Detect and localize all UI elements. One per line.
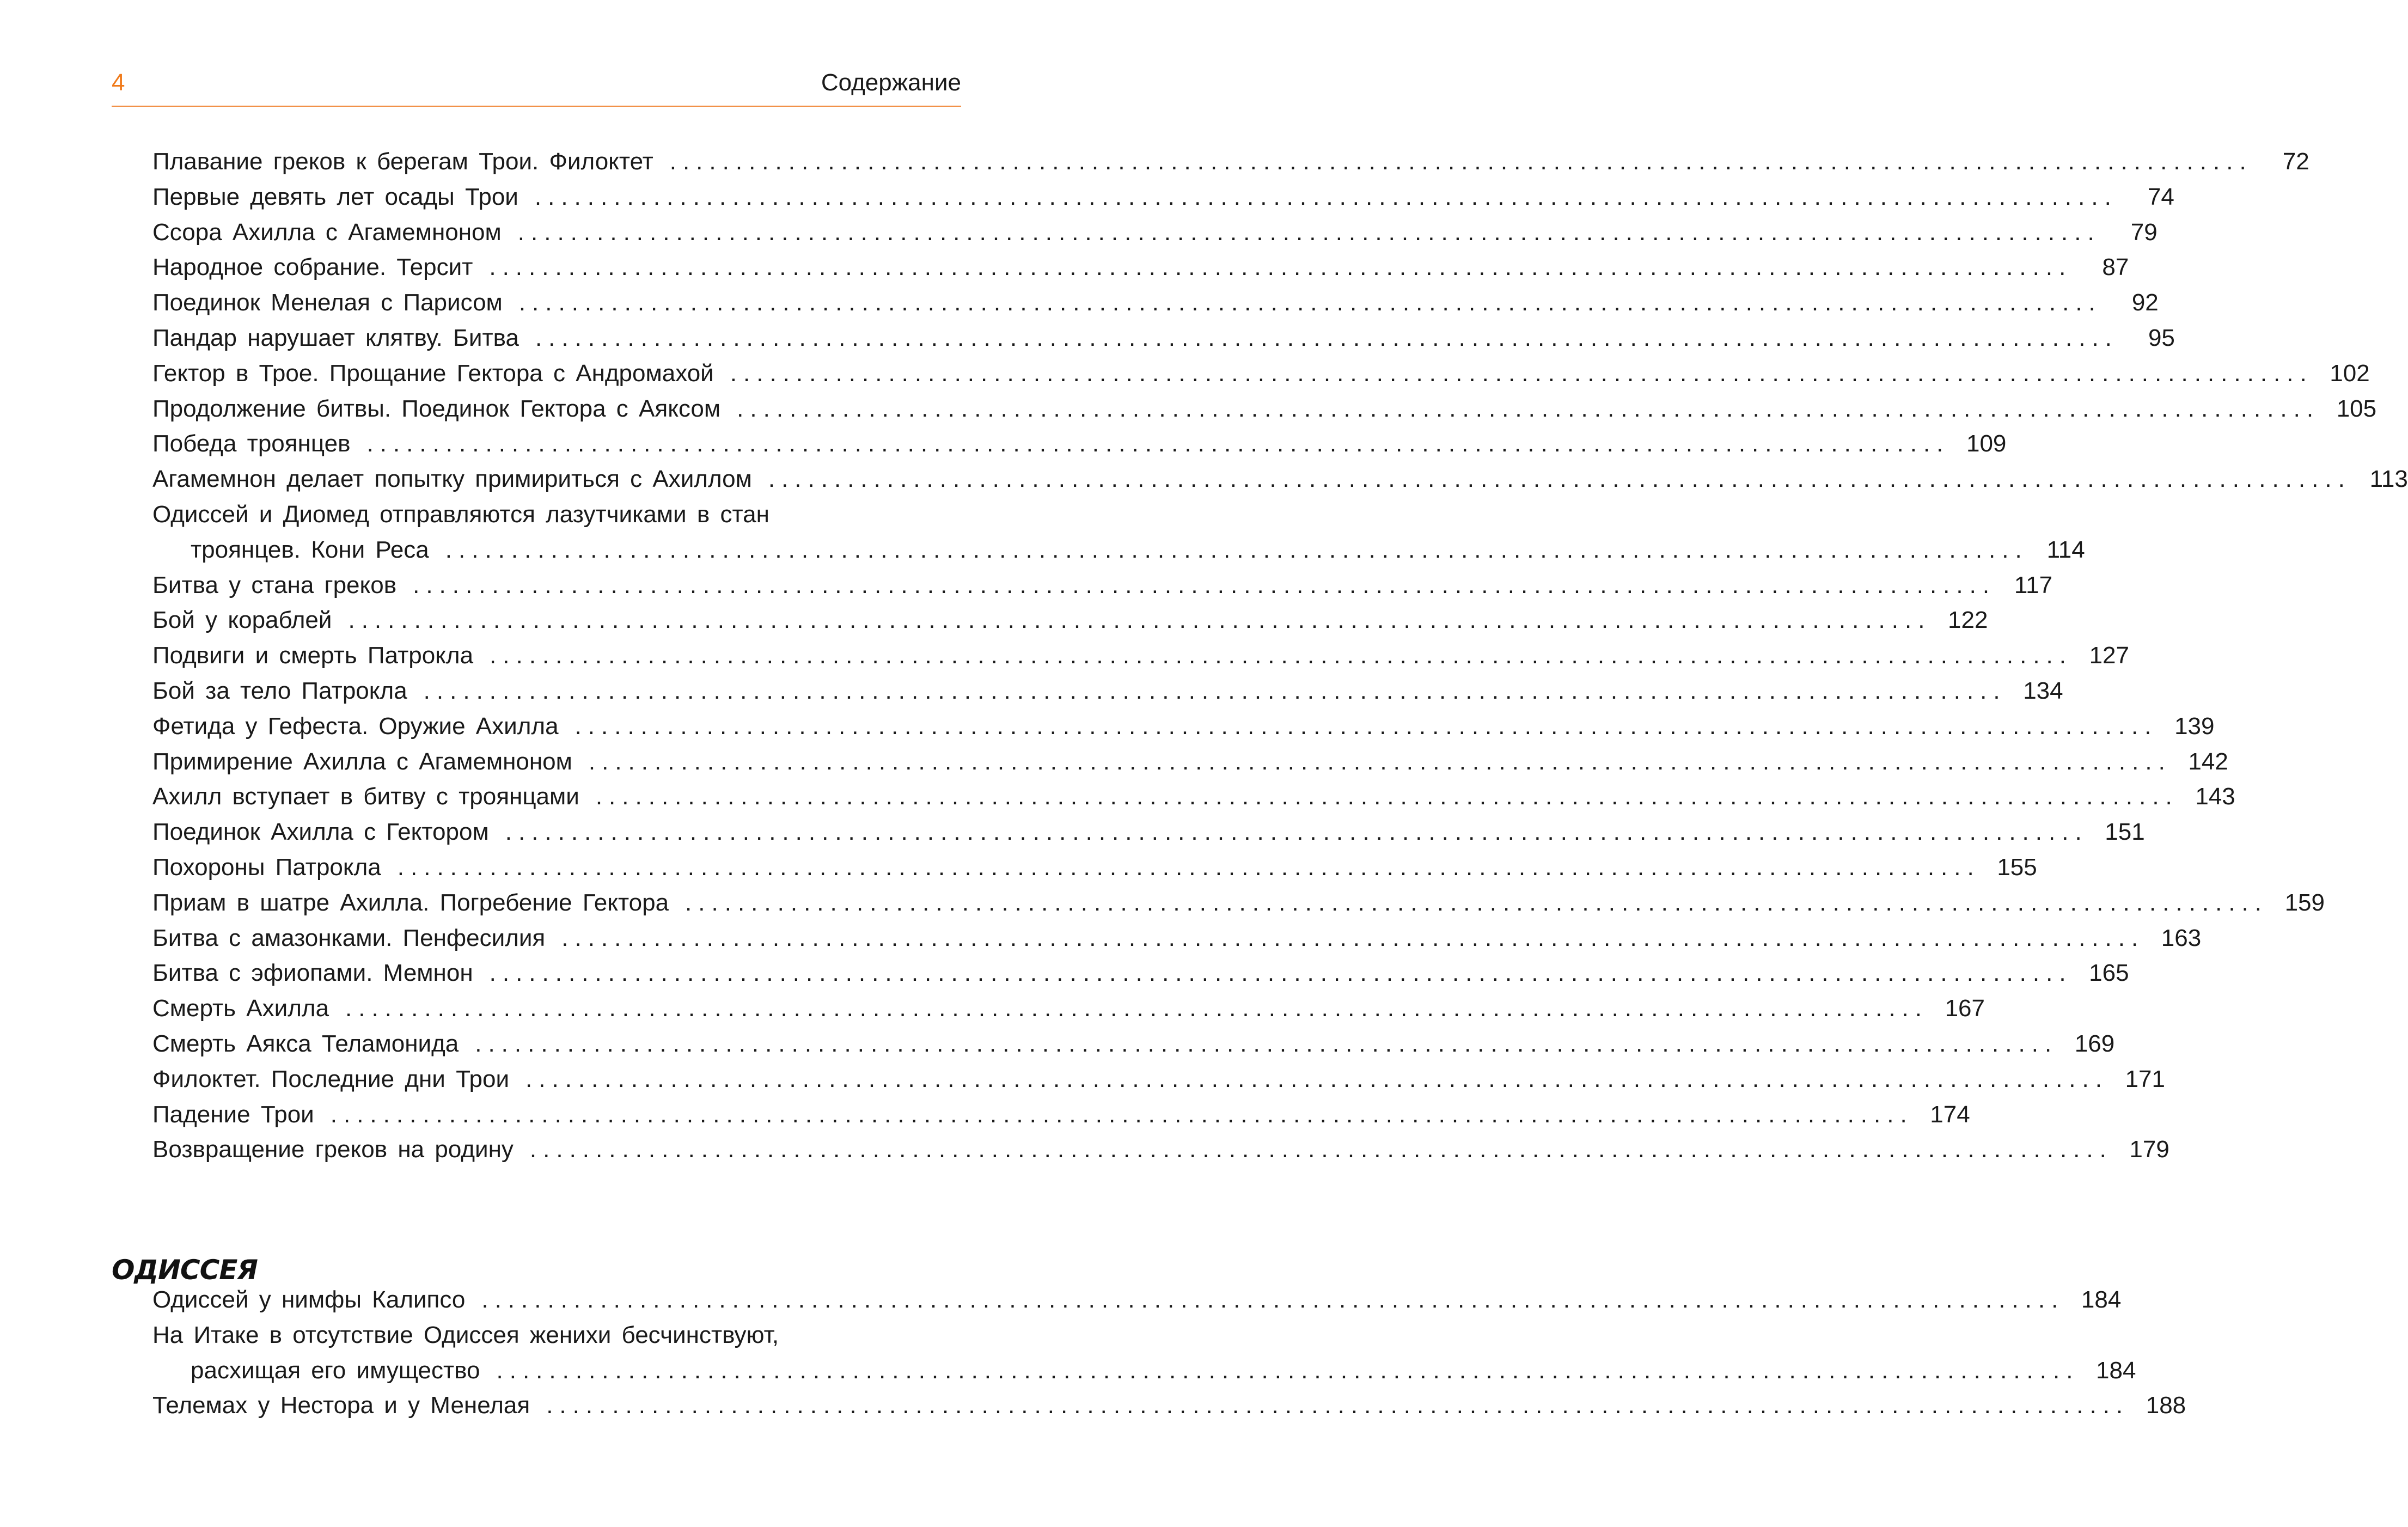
toc-entry-title: Ахилл вступает в битву с троянцами — [152, 783, 579, 810]
dot-leader: ........................................................................................................................ — [535, 324, 2118, 351]
toc-entry-title: Бой за тело Патрокла — [152, 677, 407, 704]
dot-leader: ........................................................................................................................ — [475, 1030, 2058, 1057]
toc-entry-title: Битва у стана греков — [152, 571, 397, 598]
dot-leader: ........................................................................................................................ — [490, 642, 2073, 669]
section-heading-odyssey: ОДИССЕЯ — [112, 1254, 258, 1286]
toc-entry-page: 188 — [2146, 1392, 2186, 1419]
dot-leader: ........................................................................................................................ — [445, 536, 2028, 563]
toc-entry-title: Плавание греков к берегам Трои. Филоктет — [152, 148, 653, 175]
dot-leader: ........................................................................................................................ — [517, 218, 2101, 246]
toc-entry[interactable] — [152, 462, 2408, 497]
toc-entry-title: Фетида у Гефеста. Оружие Ахилла — [152, 712, 559, 740]
dot-leader: ........................................................................................................................ — [348, 607, 1932, 634]
toc-entry-page: 72 — [2282, 148, 2309, 175]
toc-entry-page: 79 — [2130, 218, 2158, 246]
toc-entry[interactable] — [152, 744, 2228, 780]
toc-entry-title: Агамемнон делает попытку примириться с Ахиллом — [152, 466, 752, 493]
dot-leader: ........................................................................................................................ — [505, 819, 2088, 846]
toc-entry-page: 87 — [2102, 254, 2129, 281]
dot-leader: ........................................................................................................................ — [768, 466, 2351, 493]
toc-entry-title: Подвиги и смерть Патрокла — [152, 642, 474, 669]
toc-entry-page: 139 — [2174, 712, 2215, 740]
toc-entry-title: Гектор в Трое. Прощание Гектора с Андромахой — [152, 359, 714, 387]
dot-leader: ........................................................................................................................ — [529, 1136, 2113, 1163]
toc-entry-title: Поединок Ахилла с Гектором — [152, 819, 489, 846]
dot-leader: ........................................................................................................................ — [496, 1357, 2080, 1384]
toc-entry[interactable] — [152, 1062, 2165, 1097]
toc-entry-page: 74 — [2147, 183, 2174, 210]
toc-entry[interactable] — [152, 144, 2309, 180]
dot-leader: ........................................................................................................................ — [397, 853, 1981, 881]
toc-entry-page: 143 — [2195, 783, 2235, 810]
toc-entry[interactable] — [152, 991, 1985, 1027]
toc-entry-page: 92 — [2131, 289, 2159, 316]
toc-entry[interactable] — [152, 709, 2215, 744]
toc-entry[interactable] — [152, 392, 2377, 427]
toc-entry[interactable] — [152, 215, 2158, 251]
toc-entry-page: 122 — [1948, 607, 1988, 634]
toc-entry-title: Победа троянцев — [152, 430, 351, 457]
page-number: 4 — [112, 69, 125, 96]
page-header — [112, 66, 961, 107]
toc-entry-page: 117 — [2014, 571, 2053, 598]
toc-entry-page: 134 — [2023, 677, 2063, 704]
toc-entry-title: Одиссей у нимфы Калипсо — [152, 1286, 466, 1313]
toc-entry-page: 169 — [2074, 1030, 2115, 1057]
toc-entry-title: Пандар нарушает клятву. Битва — [152, 324, 519, 351]
toc-entry[interactable] — [152, 1388, 2186, 1424]
dot-leader: ........................................................................................................................ — [525, 1065, 2108, 1092]
toc-entry-title: Битва с эфиопами. Мемнон — [152, 960, 473, 987]
toc-entry-page: 159 — [2284, 889, 2325, 916]
toc-entry-title: Первые девять лет осады Трои — [152, 183, 518, 210]
dot-leader: ........................................................................................................................ — [330, 1101, 1914, 1128]
dot-leader: ........................................................................................................................ — [595, 783, 2179, 810]
toc-entry-title: Поединок Менелая с Парисом — [152, 289, 503, 316]
dot-leader: ........................................................................................................................ — [685, 889, 2268, 916]
toc-entry-title: Филоктет. Последние дни Трои — [152, 1065, 510, 1092]
toc-entry[interactable] — [152, 285, 2159, 321]
toc-entry[interactable] — [152, 180, 2174, 215]
toc-entry-page: 113 — [2369, 466, 2408, 493]
toc-entry-page: 151 — [2105, 819, 2145, 846]
dot-leader: ........................................................................................................................ — [575, 712, 2158, 740]
toc-entry-page: 179 — [2129, 1136, 2169, 1163]
dot-leader: ........................................................................................................................ — [481, 1286, 2065, 1313]
dot-leader: ........................................................................................................................ — [588, 748, 2172, 775]
toc-entry[interactable] — [152, 1027, 2115, 1062]
running-title: Содержание — [821, 69, 961, 96]
toc-entry[interactable] — [152, 568, 2053, 603]
toc-entry[interactable] — [152, 1318, 2136, 1389]
toc-entry[interactable] — [152, 1132, 2169, 1168]
toc-entry[interactable] — [152, 815, 2145, 850]
toc-entry-title: Примирение Ахилла с Агамемноном — [152, 748, 572, 775]
toc-entry-title: Смерть Ахилла — [152, 995, 329, 1022]
toc-entry[interactable] — [152, 356, 2370, 392]
toc-entry-title: Возвращение греков на родину — [152, 1136, 514, 1163]
toc-entry[interactable] — [152, 638, 2129, 674]
toc-entry[interactable] — [152, 850, 2037, 885]
toc-entry-page: 142 — [2188, 748, 2228, 775]
toc-entry[interactable] — [152, 885, 2325, 921]
toc-entry[interactable] — [152, 921, 2202, 956]
toc-entry-title: Падение Трои — [152, 1101, 314, 1128]
toc-entry-title-continuation: расхищая его имущество — [191, 1357, 480, 1384]
toc-entry[interactable] — [152, 1097, 1970, 1133]
toc-entry-title: Продолжение битвы. Поединок Гектора с Аяксом — [152, 395, 721, 422]
toc-entry[interactable] — [152, 321, 2175, 356]
toc-entry-page: 165 — [2089, 960, 2129, 987]
dot-leader: ........................................................................................................................ — [366, 430, 1950, 457]
toc-entry-title-continuation: троянцев. Кони Реса — [191, 536, 429, 563]
dot-leader: ........................................................................................................................ — [489, 254, 2073, 281]
toc-entry-page: 174 — [1930, 1101, 1970, 1128]
toc-entry[interactable] — [152, 250, 2129, 285]
toc-entry-title: Смерть Аякса Теламонида — [152, 1030, 459, 1057]
toc-entry-title: Приам в шатре Ахилла. Погребение Гектора — [152, 889, 669, 916]
toc-entry[interactable] — [152, 603, 1988, 638]
toc-entry-title: Одиссей и Диомед отправляются лазутчиками в стан — [152, 500, 769, 528]
dot-leader: ........................................................................................................................ — [669, 148, 2253, 175]
toc-entry[interactable] — [152, 497, 2085, 568]
toc-entry-page: 171 — [2125, 1065, 2165, 1092]
toc-entry-title: Битва с амазонками. Пенфесилия — [152, 924, 546, 951]
toc-list-iliad — [152, 144, 2408, 1168]
toc-entry[interactable] — [152, 956, 2129, 991]
toc-entry-page: 114 — [2046, 536, 2085, 563]
toc-entry-title: Похороны Патрокла — [152, 853, 381, 881]
toc-entry-page: 127 — [2089, 642, 2129, 669]
toc-entry-title: На Итаке в отсутствие Одиссея женихи бесчинствуют, — [152, 1321, 779, 1348]
toc-entry-page: 102 — [2330, 359, 2370, 387]
toc-entry-page: 184 — [2081, 1286, 2122, 1313]
dot-leader: ........................................................................................................................ — [737, 395, 2320, 422]
toc-entry[interactable] — [152, 779, 2235, 815]
toc-entry-page: 167 — [1945, 995, 1985, 1022]
toc-entry-page: 105 — [2336, 395, 2377, 422]
toc-entry-page: 155 — [1997, 853, 2037, 881]
toc-entry-title: Ссора Ахилла с Агамемноном — [152, 218, 502, 246]
dot-leader: ........................................................................................................................ — [730, 359, 2313, 387]
toc-entry-page: 184 — [2096, 1357, 2136, 1384]
dot-leader: ........................................................................................................................ — [423, 677, 2007, 704]
toc-entry[interactable] — [152, 1282, 2122, 1318]
toc-entry[interactable] — [152, 674, 2063, 709]
dot-leader: ........................................................................................................................ — [561, 924, 2145, 951]
dot-leader: ........................................................................................................................ — [546, 1392, 2130, 1419]
dot-leader: ........................................................................................................................ — [345, 995, 1928, 1022]
toc-entry-page: 109 — [1966, 430, 2007, 457]
dot-leader: ........................................................................................................................ — [518, 289, 2102, 316]
toc-entry[interactable] — [152, 426, 2007, 462]
toc-entry-page: 95 — [2148, 324, 2175, 351]
dot-leader: ........................................................................................................................ — [489, 960, 2073, 987]
toc-entry-title: Народное собрание. Терсит — [152, 254, 473, 281]
toc-list-odyssey — [152, 1282, 2186, 1424]
toc-entry-page: 163 — [2161, 924, 2202, 951]
toc-entry-title: Бой у кораблей — [152, 607, 332, 634]
dot-leader: ........................................................................................................................ — [413, 571, 1996, 598]
dot-leader: ........................................................................................................................ — [534, 183, 2118, 210]
toc-entry-title: Телемах у Нестора и у Менелая — [152, 1392, 530, 1419]
